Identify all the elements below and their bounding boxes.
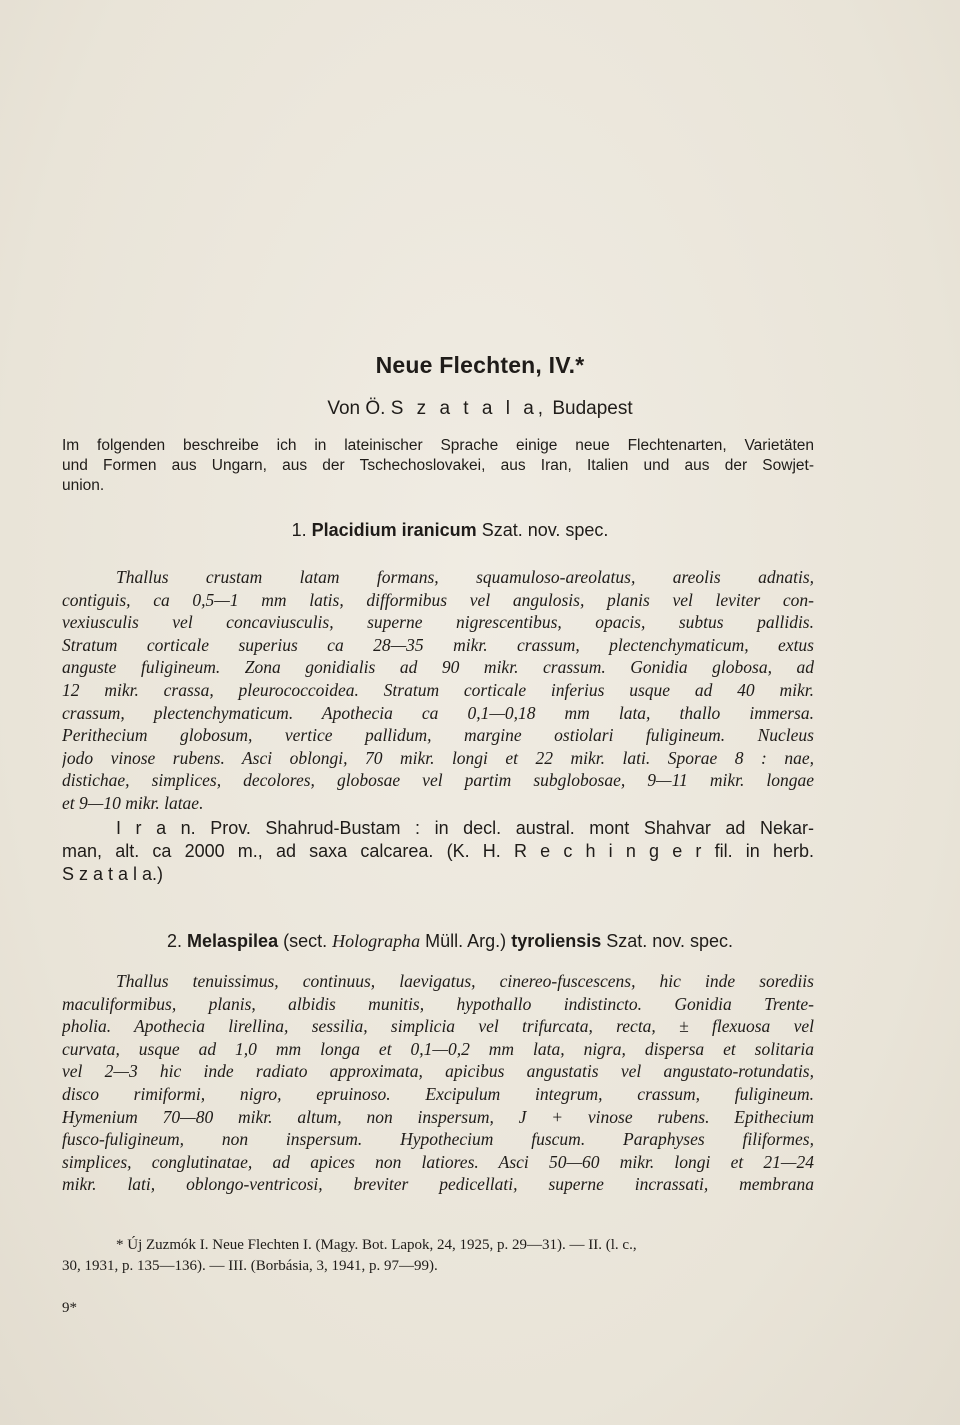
species-2-heading (0, 931, 900, 952)
description-line: mikr. lati, oblongo-ventricosi, breviter pedicellati, superne incrassati, membrana (62, 1174, 814, 1195)
description-line: pholia. Apothecia lirellina, sessilia, simplicia vel trifurcata, recta, ± flexuosa vel (62, 1016, 814, 1037)
description-line: vexiusculis vel concaviusculis, superne nigrescentibus, opacis, subtus pallidis. (62, 612, 814, 633)
description-line: Thallus tenuissimus, continuus, laevigatus, cinereo-fuscescens, hic inde sorediis (116, 971, 814, 991)
author-line (0, 398, 960, 420)
species-1-description (62, 566, 814, 815)
species-2-number: 2. (167, 931, 183, 951)
species-1-number: 1. (291, 520, 307, 540)
description-line: curvata, usque ad 1,0 mm longa et 0,1—0,2 mm lata, nigra, dispersa et solitaria (62, 1038, 814, 1059)
description-line: anguste fuligineum. Zona gonidialis ad 90 mikr. crassum. Gonidia globosa, ad (62, 657, 814, 678)
locality-line: S z a t a l a.) (62, 864, 164, 884)
description-line: simplices, conglutinatae, ad apices non latiores. Asci 50—60 mikr. longi et 21—24 (62, 1151, 814, 1172)
species-2-description (62, 970, 814, 1196)
species-2-section: (sect. (283, 931, 328, 951)
article-title: Neue Flechten, IV.* (375, 352, 585, 378)
intro-paragraph (62, 436, 814, 496)
description-line: Stratum corticale superius ca 28—35 mikr. crassum, plectenchymaticum, extus (62, 634, 814, 655)
species-2-authority: Szat. nov. spec. (606, 931, 733, 951)
description-line: jodo vinose rubens. Asci oblongi, 70 mikr. longi et 22 mikr. lati. Sporae 8 : nae, (62, 747, 814, 768)
footnote (62, 1235, 814, 1277)
species-2-section-author: Müll. Arg.) (425, 931, 507, 951)
species-2-section-name: Holographa (332, 931, 421, 951)
intro-line: union. (62, 477, 105, 494)
author-place: Budapest (552, 398, 633, 419)
species-1-authority: Szat. nov. spec. (481, 520, 609, 540)
species-1-locality (62, 817, 814, 886)
intro-line: und Formen aus Ungarn, aus der Tschechoslovakei, aus Iran, Italien und aus der Sowjet- (62, 457, 814, 474)
description-line: fusco-fuligineum, non inspersum. Hypothecium fuscum. Paraphyses filiformes, (62, 1129, 814, 1150)
description-line: Perithecium globosum, vertice pallidum, margine ostiolari fuligineum. Nucleus (62, 725, 814, 746)
footnote-line: * Új Zuzmók I. Neue Flechten I. (Magy. Bot. Lapok, 24, 1925, p. 29—31). — II. (l. c., (116, 1237, 637, 1253)
locality-line: man, alt. ca 2000 m., ad saxa calcarea. (K. H. R e c h i n g e r fil. in herb. (62, 841, 814, 861)
species-1-heading (0, 520, 900, 541)
description-line: contiguis, ca 0,5—1 mm latis, difformibus vel angulosis, planis vel leviter con- (62, 589, 814, 610)
species-1-name: Placidium iranicum (311, 520, 477, 540)
description-line: disco rimiformi, nigro, epruinoso. Excipulum integrum, crassum, fuligineum. (62, 1083, 814, 1104)
page-number: 9* (62, 1300, 77, 1316)
description-line: vel 2—3 hic inde radiato approximata, apicibus angustatis vel angustato-rotundatis, (62, 1061, 814, 1082)
author-name: S z a t a l a, (390, 398, 548, 419)
locality-line: I r a n. Prov. Shahrud-Bustam : in decl. austral. mont Shahvar ad Nekar- (116, 818, 814, 838)
description-line: distichae, simplices, decolores, globosae vel partim subglobosae, 9—11 mikr. longae (62, 770, 814, 791)
species-2-genus: Melaspilea (187, 931, 279, 951)
author-prefix: Von Ö. (327, 398, 386, 419)
description-line: et 9—10 mikr. latae. (62, 792, 204, 813)
description-line: maculiformibus, planis, albidis munitis, hypothallo indistincto. Gonidia Trente- (62, 993, 814, 1014)
description-line: Thallus crustam latam formans, squamuloso-areolatus, areolis adnatis, (116, 567, 814, 587)
footnote-line: 30, 1931, p. 135—136). — III. (Borbásia, 3, 1941, p. 97—99). (62, 1258, 438, 1274)
intro-line: Im folgenden beschreibe ich in lateinischer Sprache einige neue Flechtenarten, Varietäten (62, 437, 814, 454)
species-2-epithet: tyroliensis (511, 931, 602, 951)
description-line: Hymenium 70—80 mikr. altum, non inspersum, J + vinose rubens. Epithecium (62, 1106, 814, 1127)
description-line: 12 mikr. crassa, pleurococcoidea. Stratum corticale inferius usque ad 40 mikr. (62, 679, 814, 700)
description-line: crassum, plectenchymaticum. Apothecia ca 0,1—0,18 mm lata, thallo immersa. (62, 702, 814, 723)
